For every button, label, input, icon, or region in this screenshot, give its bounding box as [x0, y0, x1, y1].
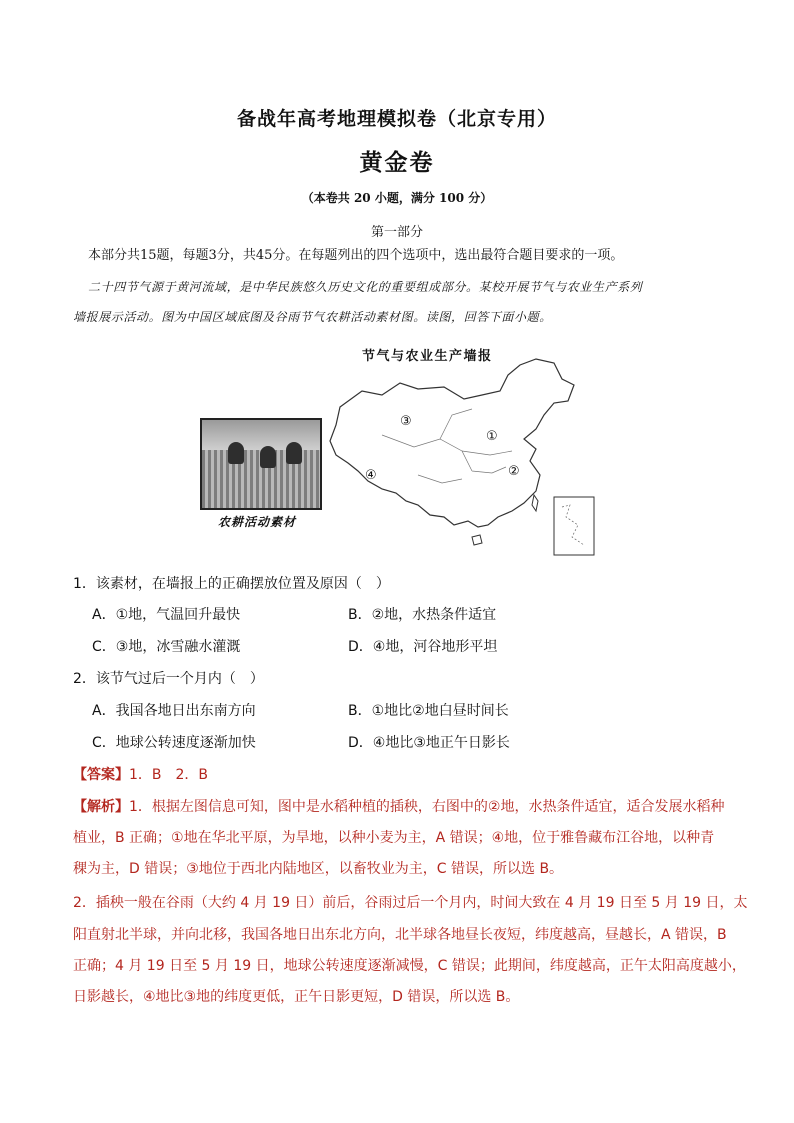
analysis-q2-line-1: 2．插秧一般在谷雨（大约 4 月 19 日）前后，谷雨过后一个月内，时间大致在 4 月 19 日至 5 月 19 日，太 [73, 895, 748, 911]
answer-line [73, 764, 208, 784]
taiwan-island [532, 495, 538, 511]
section-instructions: 本部分共15题，每题3分，共45分。在每题列出的四个选项中，选出最符合题目要求的一项。 [88, 248, 624, 263]
farming-photo [200, 418, 322, 510]
question-1-option-b: B．②地，水热条件适宜 [348, 607, 497, 623]
marker-1: ① [486, 429, 498, 444]
question-2-option-a: A．我国各地日出东南方向 [92, 703, 256, 719]
question-2-stem: 2．该节气过后一个月内（ ） [73, 671, 264, 687]
question-2-option-c: C．地球公转速度逐渐加快 [92, 735, 256, 751]
question-1-option-a: A．①地，气温回升最快 [92, 607, 241, 623]
analysis-q2-line-4: 日影越长，④地比③地的纬度更低，正午日影更短，D 错误，所以选 B。 [73, 989, 520, 1005]
hainan-island [472, 535, 482, 545]
south-sea-inset [554, 497, 594, 555]
analysis-q2-line-2: 阳直射北半球，并向北移，我国各地日出东北方向，北半球各地昼长夜短，纬度越高，昼越长，A 错误，B [73, 927, 727, 943]
section-heading: 第一部分 [370, 225, 423, 240]
marker-2: ② [508, 464, 520, 479]
question-1-stem: 1．该素材，在墙报上的正确摆放位置及原因（ ） [73, 576, 390, 592]
material-stem-line-2: 墙报展示活动。图为中国区域底图及谷雨节气农耕活动素材图。读图，回答下面小题。 [73, 310, 552, 324]
analysis-q1-line-3: 稞为主，D 错误；③地位于西北内陆地区，以畜牧业为主，C 错误，所以选 B。 [73, 861, 564, 877]
analysis-q2-line-3: 正确；4 月 19 日至 5 月 19 日，地球公转速度逐渐减慢，C 错误；此期间，纬度越高，正午太阳高度越小， [73, 958, 746, 974]
map-title: 节气与农业生产墙报 [362, 349, 493, 364]
material-stem-line-1: 二十四节气源于黄河流域，是中华民族悠久历史文化的重要组成部分。某校开展节气与农业生产系列 [88, 280, 643, 294]
question-2-option-b: B．①地比②地白昼时间长 [348, 703, 509, 719]
paper-note: （本卷共 20 小题，满分 100 分） [301, 191, 493, 205]
marker-4: ④ [365, 468, 377, 483]
page-title: 备战年高考地理模拟卷（北京专用） [236, 108, 557, 130]
question-2-option-d: D．④地比③地正午日影长 [348, 735, 510, 751]
analysis-label: 【解析】 [73, 799, 129, 815]
answer-label: 【答案】 [73, 767, 129, 783]
marker-3: ③ [400, 414, 412, 429]
paper-subtitle: 黄金卷 [359, 150, 435, 176]
analysis-line-1 [73, 796, 724, 816]
question-1-option-d: D．④地，河谷地形平坦 [348, 639, 498, 655]
analysis-q1-line-1: 1．根据左图信息可知，图中是水稻种植的插秧，右图中的②地，水热条件适宜，适合发展水稻种 [129, 799, 725, 815]
analysis-q1-line-2: 植业，B 正确；①地在华北平原，为旱地，以种小麦为主，A 错误；④地，位于雅鲁藏布江谷地，以种青 [73, 830, 715, 846]
china-outline-map [322, 355, 612, 565]
question-1-option-c: C．③地，冰雪融水灌溉 [92, 639, 241, 655]
answer-text: 1．B 2．B [129, 767, 209, 783]
photo-caption: 农耕活动素材 [218, 515, 297, 529]
